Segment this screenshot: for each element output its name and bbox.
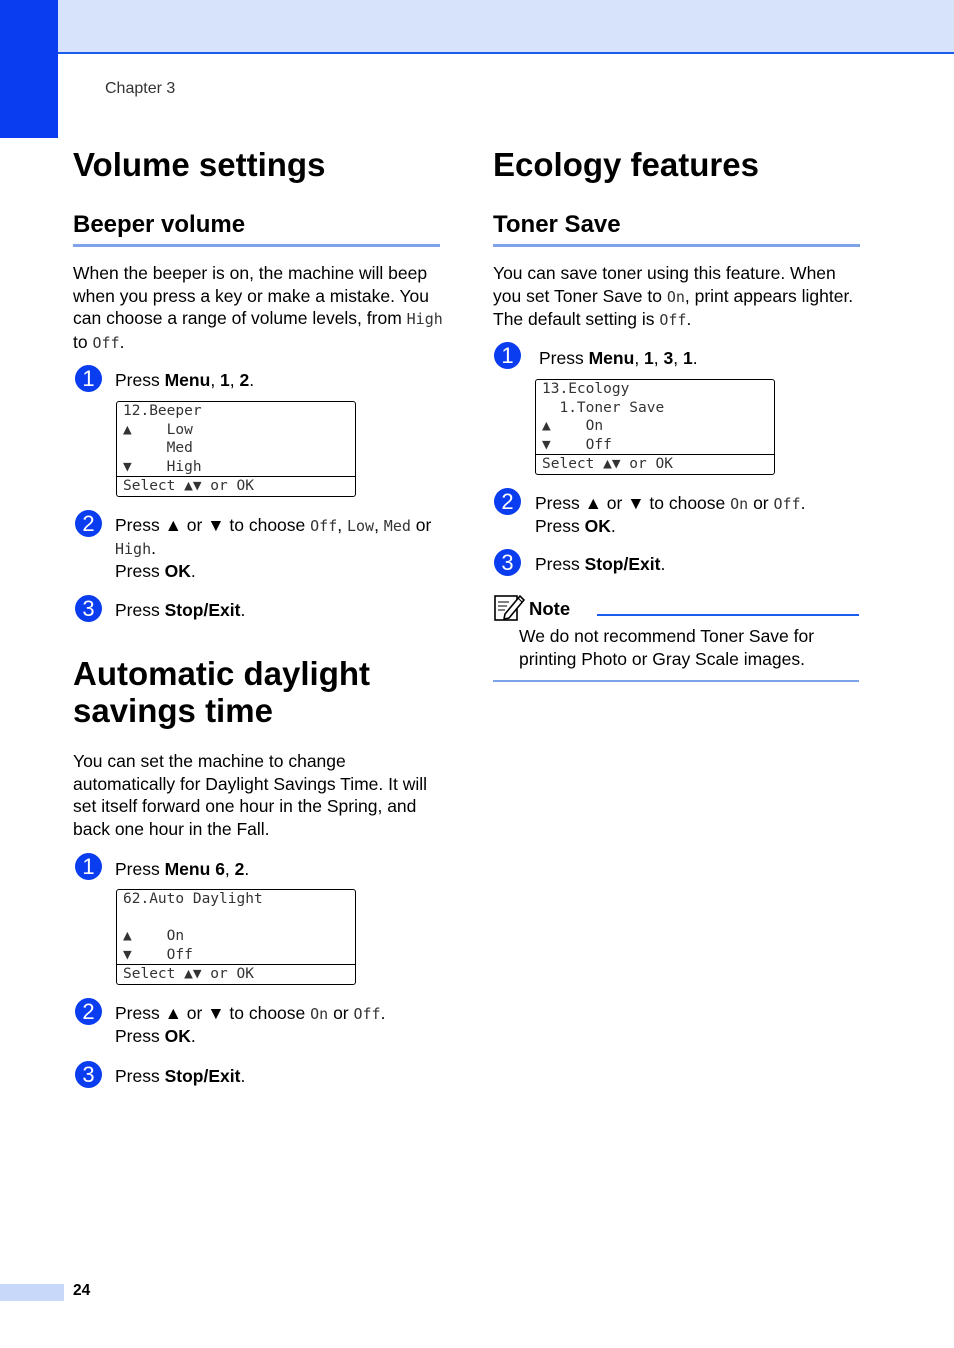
note-header	[493, 592, 859, 622]
chapter-label: Chapter 3	[105, 80, 176, 97]
beeper-step-2: Press ▲ or ▼ to choose Off, Low, Med or High. Press OK.	[115, 515, 432, 581]
step-number-1: 1	[75, 853, 102, 880]
step-number-3: 3	[75, 595, 102, 622]
note-divider	[597, 614, 859, 616]
lcd-line: Med	[123, 440, 193, 456]
ecology-features-heading: Ecology features	[493, 146, 759, 183]
step-number-1: 1	[494, 342, 521, 369]
note-pencil-icon	[493, 592, 525, 622]
note-label: Note	[529, 598, 571, 619]
beeper-step-1: Press Menu, 1, 2.	[115, 370, 255, 390]
auto-daylight-heading: Automatic daylight savings time	[73, 655, 371, 729]
step-number-3: 3	[75, 1061, 102, 1088]
auto-step-3: Press Stop/Exit.	[115, 1066, 246, 1086]
chapter-tab	[0, 0, 58, 138]
auto-daylight-intro: You can set the machine to change automatically for Daylight Savings Time. It will set itself forward one hour in the Spring, and back one hour in the Fall.	[73, 751, 428, 839]
step-number-1: 1	[75, 365, 102, 392]
step-number-2: 2	[75, 510, 102, 537]
auto-step-1: Press Menu 6, 2.	[115, 859, 250, 879]
lcd-line: ▼ Off	[542, 436, 612, 453]
beeper-lcd-display	[116, 401, 356, 497]
lcd-line: 12.Beeper	[123, 403, 202, 419]
lcd-line: ▼ Off	[123, 946, 193, 963]
step-number-3: 3	[494, 549, 521, 576]
lcd-line: 62.Auto Daylight	[123, 891, 263, 907]
lcd-line: ▲ Low	[123, 421, 193, 438]
toner-step-2: Press ▲ or ▼ to choose On or Off. Press OK.	[535, 493, 806, 536]
lcd-line: ▲ On	[542, 418, 604, 434]
beeper-volume-heading: Beeper volume	[73, 211, 440, 247]
toner-save-lcd-display	[535, 379, 775, 475]
lcd-line: 1.Toner Save	[542, 399, 665, 416]
lcd-line: ▲ On	[123, 928, 185, 944]
lcd-line	[117, 909, 355, 928]
lcd-line: 13.Ecology	[542, 381, 630, 397]
header-band	[58, 0, 954, 54]
auto-daylight-lcd-display	[116, 889, 356, 985]
volume-settings-heading: Volume settings	[73, 146, 326, 183]
page-number-bar	[0, 1284, 64, 1301]
toner-save-heading: Toner Save	[493, 211, 860, 247]
lcd-footer: Select ▲▼ or OK	[117, 964, 355, 984]
toner-step-3: Press Stop/Exit.	[535, 554, 666, 574]
toner-intro: You can save toner using this feature. When you set Toner Save to On, print appears lighter. The default setting is Off.	[493, 263, 854, 329]
note-text: We do not recommend Toner Save for printing Photo or Gray Scale images.	[519, 626, 815, 669]
beeper-step-3: Press Stop/Exit.	[115, 600, 246, 620]
step-number-2: 2	[494, 488, 521, 515]
lcd-footer: Select ▲▼ or OK	[117, 476, 355, 496]
page-number: 24	[73, 1282, 91, 1299]
beeper-intro: When the beeper is on, the machine will beep when you press a key or make a mistake. You can choose a range of volume levels, from High to Off.	[73, 263, 443, 352]
toner-step-1: Press Menu, 1, 3, 1.	[539, 348, 698, 368]
lcd-footer: Select ▲▼ or OK	[536, 454, 774, 474]
lcd-line: ▼ High	[123, 458, 202, 475]
note-bottom-rule	[493, 680, 859, 682]
auto-step-2: Press ▲ or ▼ to choose On or Off. Press OK.	[115, 1003, 386, 1046]
step-number-2: 2	[75, 998, 102, 1025]
